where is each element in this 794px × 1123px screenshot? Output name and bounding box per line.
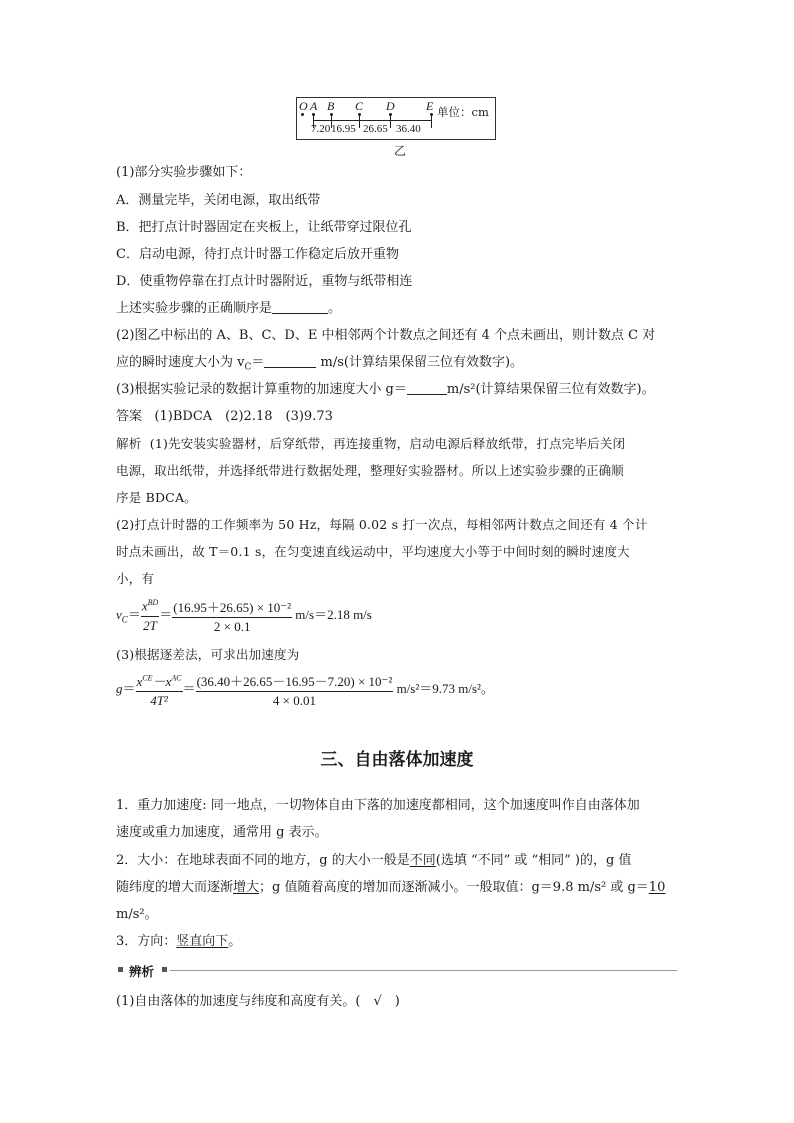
eq2-num-a-sup: CE <box>142 673 153 683</box>
tick-mark <box>431 114 432 128</box>
analysis-text: (1)先安装实验器材，后穿纸带，再连接重物，启动电源后释放纸带，打点完毕后关闭 <box>149 436 626 451</box>
q1-question-end: 。 <box>328 301 342 316</box>
q3-unit: m/s² <box>446 382 476 397</box>
point-label-o: O <box>299 99 308 113</box>
analysis-label: 解析 <box>116 436 142 451</box>
section-divider <box>170 970 677 971</box>
section-item-1-line-1: 1．重力加速度: 同一地点，一切物体自由下落的加速度都相同，这个加速度叫作自由落体加 <box>116 798 640 813</box>
point-label-a: A <box>310 99 318 113</box>
eq2-num-a: x <box>136 674 143 689</box>
point-dot <box>301 113 304 116</box>
segment-value: 7.20 <box>311 123 331 135</box>
q3-text: (3)根据实验记录的数据计算重物的加速度大小 g＝ <box>116 382 407 397</box>
analysis-line-7: (3)根据逐差法，可求出加速度为 <box>116 647 300 662</box>
q1-step-d: D．使重物停靠在打点计时器附近，重物与纸带相连 <box>116 274 413 289</box>
equation-vc: $v_C=$ $\frac{x^{BD}}{2T}$ ＝ $\frac{\text{(16.95＋26.65) × 10⁻²}}{2 \times 0.1}$ m/s＝2.18 m/s <box>116 598 372 634</box>
item2-line2-text: 随纬度的增大而逐渐 <box>116 880 234 895</box>
answer-label: 答案 <box>116 409 143 424</box>
discuss-item-1: (1)自由落体的加速度与纬度和高度有关。( √ ) <box>116 994 400 1009</box>
analysis-line-2: 电源，取出纸带，并选择纸带进行数据处理，整理好实验器材。所以上述实验步骤的正确顺 <box>116 463 625 478</box>
point-label-c: C <box>355 99 364 113</box>
item3-text: 3．方向： <box>116 934 177 949</box>
section-item-3 <box>116 934 241 950</box>
q2-line-2 <box>116 355 523 376</box>
q1-step-c: C．启动电源，待打点计时器工作稳定后放开重物 <box>116 247 399 262</box>
equation-g: g＝ $\frac{x^{CE}-x^{AC}}{\text{4T²}}$ ＝ $\frac{\text{(36.40＋26.65－16.95－7.20) × 10⁻²}}{4 \times 0.01}$ m/s²＝9.73 m/s²。 <box>116 671 494 709</box>
section-item-2-line-3: m/s²。 <box>116 907 158 922</box>
eq1-fraction-1 <box>141 598 159 633</box>
bullet-square-icon <box>118 967 123 972</box>
eq1-fraction-2 <box>172 597 292 635</box>
eq1-lhs: v <box>116 606 122 622</box>
bullet-square-icon <box>162 967 167 972</box>
segment-value: 16.95 <box>331 123 356 135</box>
eq2-f2-num: (36.40＋26.65－16.95－7.20) × 10⁻² <box>196 671 394 692</box>
q1-question-text: 上述实验步骤的正确顺序是 <box>116 301 273 316</box>
q2-eq: ＝ <box>251 355 265 370</box>
eq1-f2-num: (16.95＋26.65) × 10⁻² <box>172 597 292 618</box>
tick-mark <box>390 114 391 128</box>
item2-underlined: 不同 <box>409 853 436 868</box>
q2-sub: C <box>244 362 252 373</box>
item3-underlined: 竖直向下 <box>176 934 229 949</box>
point-label-e: E <box>426 99 434 113</box>
tick-mark <box>359 114 360 128</box>
analysis-line-1 <box>116 436 625 452</box>
answer-line <box>116 409 333 425</box>
analysis-line-5: 时点未画出，故 T＝0.1 s，在匀变速直线运动中，平均速度大小等于中间时刻的瞬时速度大 <box>116 544 630 559</box>
eq1-result: m/s＝2.18 m/s <box>295 606 372 622</box>
eq1-f2-den: 2 × 0.1 <box>213 619 251 634</box>
analysis-line-3: 序是 BDCA。 <box>116 490 197 505</box>
eq2-fraction-2 <box>196 671 394 709</box>
q3-line <box>116 382 655 398</box>
q1-intro: (1)部分实验步骤如下： <box>116 165 252 180</box>
eq2-result: m/s²＝9.73 m/s²。 <box>396 680 494 696</box>
eq2-num-b-sup: AC <box>171 673 182 683</box>
section-item-2-line-2 <box>116 880 665 896</box>
unit-label: 单位：cm <box>437 105 489 119</box>
discuss-label: 辨析 <box>129 964 155 979</box>
answer-blank <box>407 382 447 395</box>
q1-step-b: B．把打点计时器固定在夹板上，让纸带穿过限位孔 <box>116 220 412 235</box>
q2-text: 应的瞬时速度大小为 v <box>116 355 245 370</box>
item3-end: 。 <box>228 934 242 949</box>
q2-unit: m/s(计算结果保留三位有效数字)。 <box>320 355 524 370</box>
answer-text: (1)BDCA (2)2.18 (3)9.73 <box>154 409 333 424</box>
item2-line2-mid: ；g 值随着高度的增加而逐渐减小。一般取值：g＝9.8 m/s² 或 g＝ <box>259 880 649 895</box>
answer-blank <box>264 355 316 368</box>
eq2-lhs: g <box>116 680 123 696</box>
q1-step-a: A．测量完毕，关闭电源，取出纸带 <box>116 193 321 208</box>
eq1-num-base: x <box>141 598 148 614</box>
section-item-1-line-2: 速度或重力加速度，通常用 g 表示。 <box>116 825 328 840</box>
eq2-f2-den: 4 × 0.01 <box>272 693 316 708</box>
analysis-line-6: 小，有 <box>116 571 155 586</box>
item2-line2-underlined-2: 10 <box>648 880 666 895</box>
q1-question <box>116 301 341 317</box>
answer-blank <box>272 301 328 314</box>
segment-value: 26.65 <box>363 123 388 135</box>
section-title: 三、自由落体加速度 <box>320 750 474 770</box>
eq2-den: 4T² <box>150 693 168 708</box>
measure-line <box>313 120 431 121</box>
analysis-line-4: (2)打点计时器的工作频率为 50 Hz，每隔 0.02 s 打一次点，每相邻两计数点之间还有 4 个计 <box>116 517 648 532</box>
point-label-d: D <box>386 99 395 113</box>
eq1-lhs-sub: C <box>121 614 128 625</box>
eq2-fraction-1 <box>136 671 183 709</box>
point-label-b: B <box>327 99 335 113</box>
q3-post: (计算结果保留三位有效数字)。 <box>475 382 655 397</box>
item2-text: 2．大小：在地球表面不同的地方，g 的大小一般是 <box>116 853 410 868</box>
section-item-2-line-1 <box>116 853 631 869</box>
eq1-num-sup: BD <box>147 598 159 608</box>
eq1-den: 2T <box>143 617 157 633</box>
figure-caption: 乙 <box>394 144 407 158</box>
q2-line-1: (2)图乙中标出的 A、B、C、D、E 中相邻两个计数点之间还有 4 个点未画出，则计数点 C 对 <box>116 328 656 343</box>
segment-value: 36.40 <box>396 123 421 135</box>
eq2-num-mid: －x <box>152 674 172 689</box>
item2-text-post: (选填 “不同” 或 “相同” )的，g 值 <box>435 853 632 868</box>
tape-figure <box>296 97 496 140</box>
item2-line2-underlined: 增大 <box>233 880 260 895</box>
